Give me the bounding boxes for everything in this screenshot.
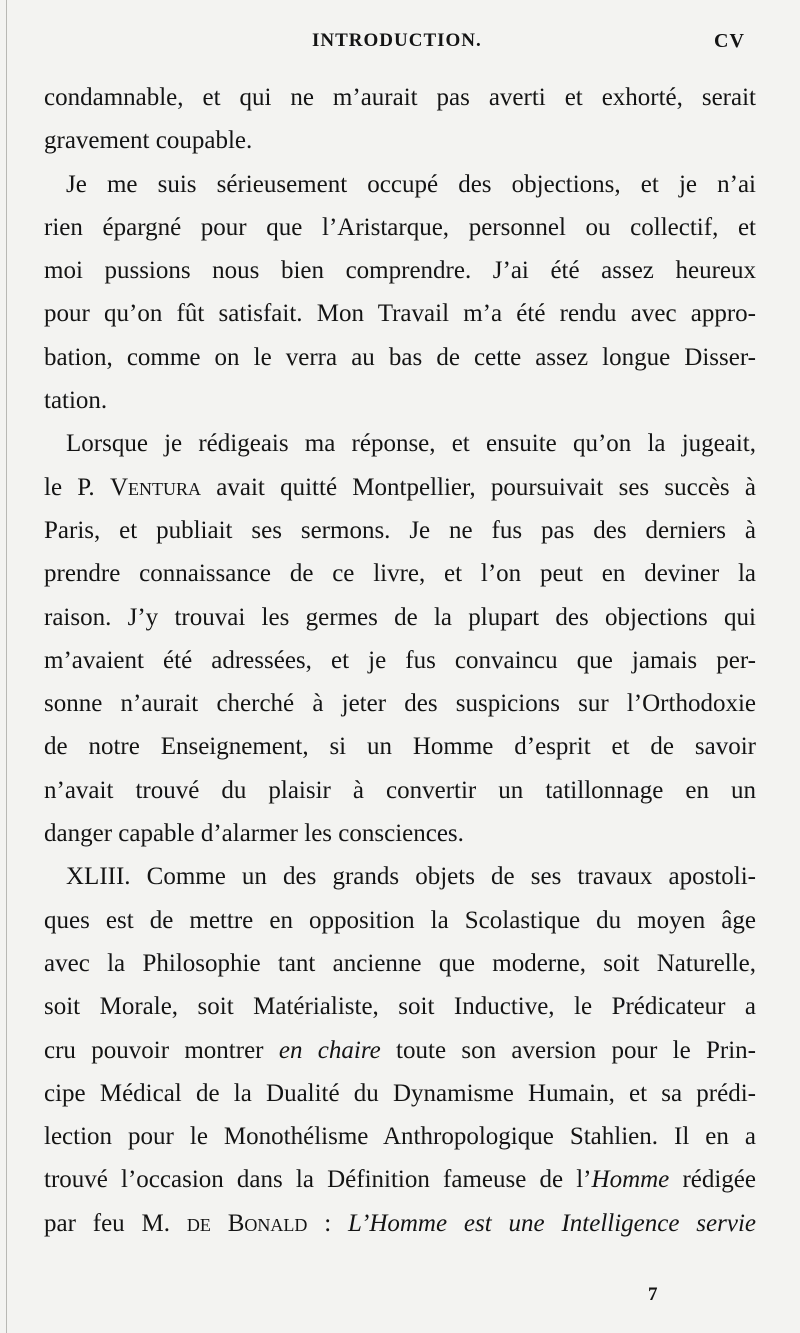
page-number: CV: [714, 30, 745, 52]
text-line: moi pussions nous bien comprendre. J’ai été assez heureux: [44, 257, 756, 285]
text-run: cru pouvoir montrer: [44, 1036, 279, 1064]
text-line: Paris, et publiait ses sermons. Je ne fus pas des derniers à: [44, 516, 756, 544]
italic-phrase: en chaire: [278, 1036, 381, 1064]
text-line: de notre Enseignement, si un Homme d’esprit et de savoir: [44, 733, 756, 761]
text-line: rien épargné pour que l’Aristarque, personnel ou collectif, et: [44, 213, 756, 241]
text-line: XLIII. Comme un des grands objets de ses travaux apostoli-: [66, 863, 756, 891]
text-line: sonne n’aurait cherché à jeter des suspicions sur l’Orthodoxie: [44, 690, 756, 718]
paragraph: [44, 855, 756, 1245]
text-line: gravement coupable.: [44, 127, 253, 155]
text-run: rédigée: [669, 1166, 757, 1194]
text-run: :: [307, 1209, 349, 1237]
text-line: Je me suis sérieusement occupé des objections, et je n’ai: [66, 170, 756, 198]
text-line-en-chaire: [44, 1029, 756, 1072]
text-line: bation, comme on le verra au bas de cette assez longue Disser-: [44, 343, 756, 371]
text-line-bonald: [44, 1202, 756, 1245]
text-line: Lorsque je rédigeais ma réponse, et ensuite qu’on la jugeait,: [66, 430, 756, 458]
text-run: le P.: [44, 473, 110, 501]
text-line: ques est de mettre en opposition la Scolastique du moyen âge: [44, 906, 756, 934]
text-run: avait quitté Montpellier, poursuivait ses succès à: [201, 473, 756, 501]
paragraph: [44, 163, 756, 423]
text-line: cipe Médical de la Dualité du Dynamisme Humain, et sa prédi-: [44, 1079, 756, 1107]
text-line: condamnable, et qui ne m’aurait pas averti et exhorté, serait: [44, 84, 756, 111]
text-run: trouvé l’occasion dans la Définition fameuse de l’: [44, 1166, 592, 1194]
italic-quote: L’Homme est une Intelligence servie: [348, 1209, 756, 1237]
running-title: INTRODUCTION.: [312, 30, 482, 51]
text-line: raison. J’y trouvai les germes de la plupart des objections qui: [44, 603, 756, 631]
text-line-homme: [44, 1158, 756, 1201]
text-line: n’avait trouvé du plaisir à convertir un tatillonnage en un: [44, 776, 756, 804]
paragraph: [44, 76, 756, 163]
text-line: danger capable d’alarmer les consciences.: [44, 820, 464, 848]
signature-mark: 7: [648, 1284, 658, 1305]
text-line: lection pour le Monothélisme Anthropologique Stahlien. Il en a: [44, 1123, 756, 1151]
page-edge: [6, 0, 7, 1333]
paragraph: [44, 422, 756, 855]
text-line-ventura: [44, 466, 756, 509]
text-line: pour qu’on fût satisfait. Mon Travail m’a été rendu avec appro-: [44, 300, 756, 328]
text-line: soit Morale, soit Matérialiste, soit Inductive, le Prédicateur a: [44, 993, 756, 1021]
text-run: par feu M.: [44, 1209, 187, 1237]
text-line: avec la Philosophie tant ancienne que moderne, soit Naturelle,: [44, 949, 756, 977]
text-line: prendre connaissance de ce livre, et l’on peut en deviner la: [44, 560, 756, 588]
italic-word: Homme: [591, 1166, 670, 1194]
text-line: m’avaient été adressées, et je fus convaincu que jamais per-: [44, 646, 756, 674]
name-ventura: Ventura: [109, 473, 202, 501]
text-line: tation.: [44, 387, 108, 415]
body-text: [44, 76, 756, 1245]
running-header: [0, 30, 800, 60]
name-bonald: de Bonald: [186, 1209, 308, 1237]
text-run: toute son aversion pour le Prin-: [380, 1036, 756, 1064]
